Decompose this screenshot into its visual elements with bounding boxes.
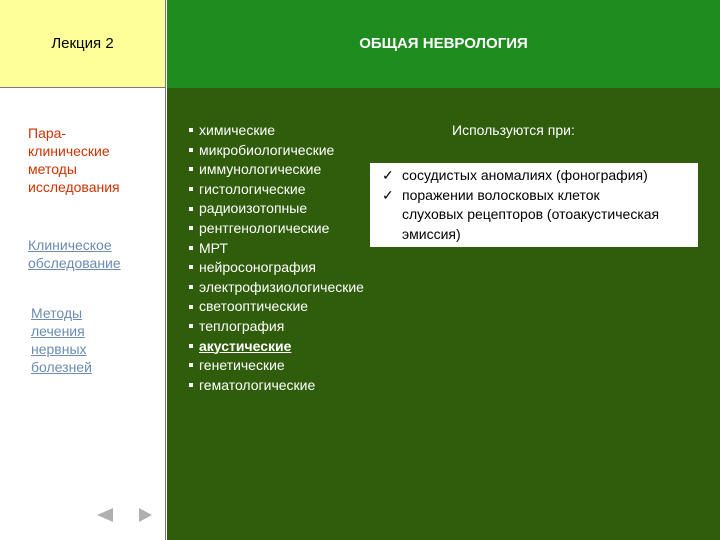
prev-slide-icon[interactable]	[97, 508, 113, 522]
list-item	[189, 376, 364, 396]
bullet-icon	[189, 246, 193, 250]
nav-line: исследования	[28, 179, 120, 195]
list-item	[189, 258, 364, 278]
list-item	[189, 160, 364, 180]
nav-treatment-methods-link[interactable]	[31, 304, 92, 376]
bullet-icon	[189, 285, 193, 289]
usage-text: эмиссия)	[402, 225, 461, 242]
usage-text: поражении волосковых клеток	[402, 186, 600, 203]
bullet-icon	[189, 226, 193, 230]
list-item	[189, 121, 364, 141]
bullet-icon	[189, 324, 193, 328]
bullet-icon	[189, 305, 193, 309]
nav-line: лечения	[31, 323, 85, 339]
nav-line: нервных	[31, 341, 87, 357]
nav-paraclinical-methods[interactable]	[28, 124, 120, 196]
method-label: генетические	[199, 357, 285, 374]
page-header	[167, 0, 720, 88]
used-for-title: Используются при:	[452, 122, 575, 138]
usage-text: слуховых рецепторов (отоакустическая	[402, 206, 660, 222]
method-label: светооптические	[199, 298, 309, 315]
usage-item	[382, 166, 659, 186]
bullet-icon	[189, 187, 193, 191]
method-label: гематологические	[199, 376, 316, 393]
method-label: гистологические	[199, 180, 306, 197]
method-label: химические	[199, 122, 276, 138]
bullet-icon	[189, 363, 193, 367]
nav-line: Клиническое	[28, 237, 112, 253]
nav-line: клинические	[28, 143, 110, 159]
nav-line: Пара-	[28, 125, 67, 141]
next-slide-icon[interactable]	[139, 508, 152, 522]
usage-list	[382, 166, 659, 244]
method-label: нейросонография	[199, 259, 316, 276]
list-item	[189, 297, 364, 317]
list-item	[189, 317, 364, 337]
list-item	[189, 180, 364, 200]
list-item	[189, 239, 364, 259]
list-item	[189, 219, 364, 239]
method-label: иммунологические	[199, 161, 322, 178]
nav-line: болезней	[31, 359, 92, 375]
check-icon: ✓	[382, 186, 394, 203]
list-item-highlighted[interactable]	[189, 337, 364, 357]
usage-text: сосудистых аномалиях (фонография)	[402, 167, 648, 183]
bullet-icon	[189, 344, 193, 348]
list-item	[189, 356, 364, 376]
list-item	[189, 141, 364, 161]
methods-list	[189, 121, 364, 395]
method-label: электрофизиологические	[199, 278, 364, 295]
bullet-icon	[189, 148, 193, 152]
page-title: ОБЩАЯ НЕВРОЛОГИЯ	[359, 35, 528, 52]
bullet-icon	[189, 207, 193, 211]
usage-item	[382, 186, 659, 245]
method-label: теплография	[199, 317, 285, 334]
list-item	[189, 199, 364, 219]
nav-clinical-exam-link[interactable]	[28, 236, 121, 272]
usage-box	[370, 163, 698, 247]
bullet-icon	[189, 128, 193, 132]
method-label: МРТ	[199, 239, 228, 256]
main-content	[167, 88, 720, 540]
nav-line: обследование	[28, 255, 121, 271]
method-label: радиоизотопные	[199, 200, 308, 217]
lecture-label-box	[0, 0, 166, 88]
nav-line: методы	[28, 161, 77, 177]
bullet-icon	[189, 383, 193, 387]
list-item	[189, 278, 364, 298]
sidebar	[0, 88, 166, 540]
bullet-icon	[189, 167, 193, 171]
check-icon: ✓	[382, 167, 394, 183]
lecture-label: Лекция 2	[51, 35, 114, 52]
method-label: микробиологические	[199, 141, 335, 158]
method-label: акустические	[199, 337, 292, 354]
method-label: рентгенологические	[199, 219, 330, 236]
bullet-icon	[189, 265, 193, 269]
nav-line: Методы	[31, 305, 83, 321]
